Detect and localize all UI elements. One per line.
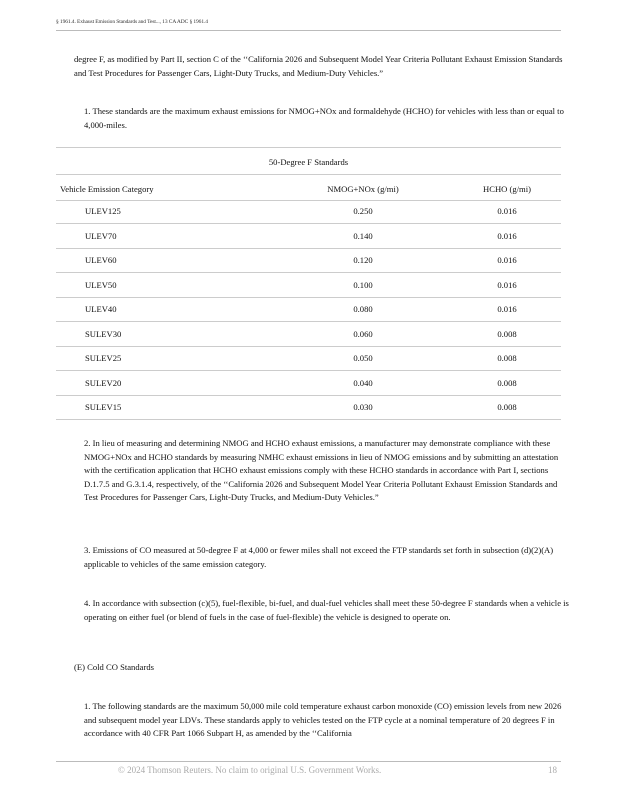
- table-row: [56, 206, 561, 230]
- cell-hcho: 0.016: [497, 206, 517, 216]
- row-divider: [56, 272, 561, 273]
- cell-hcho: 0.008: [497, 377, 517, 388]
- table-row: [56, 280, 561, 304]
- cell-nmog-nox: 0.080: [353, 304, 373, 314]
- cell-category: ULEV60: [85, 255, 117, 265]
- table-row: [56, 304, 561, 328]
- section-heading-cold-co: (E) Cold CO Standards: [74, 662, 154, 672]
- cell-category: SULEV25: [85, 353, 122, 363]
- running-head: § 1961.4. Exhaust Emission Standards and Test..., 13 CA ADC § 1961.4: [56, 19, 208, 25]
- column-header-hcho: HCHO (g/mi): [483, 184, 531, 194]
- cell-hcho: 0.008: [497, 328, 517, 339]
- cell-nmog-nox: 0.140: [353, 230, 373, 241]
- cell-nmog-nox: 0.100: [353, 279, 373, 290]
- table-top-rule: [56, 147, 561, 148]
- row-divider: [56, 297, 561, 298]
- row-divider: [56, 370, 561, 371]
- paragraph-4: 4. In accordance with subsection (c)(5), fuel-flexible, bi-fuel, and dual-fuel vehicles shall meet these 50-degree F standards when a vehicle is operating on either fuel (or blend of fuels in the case of fuel-flexible) the vehicle is designed to operate on.: [84, 598, 569, 622]
- cell-nmog-nox: 0.050: [353, 353, 373, 363]
- cell-category: SULEV15: [85, 402, 122, 412]
- table-title-rule: [56, 174, 561, 175]
- cell-hcho: 0.016: [497, 304, 517, 314]
- cell-nmog-nox: 0.040: [353, 377, 373, 388]
- row-divider: [56, 248, 561, 249]
- paragraph-1: 1. These standards are the maximum exhaust emissions for NMOG+NOx and formaldehyde (HCHO) for vehicles with less than or equal to 4,000-miles.: [84, 106, 564, 130]
- cell-nmog-nox: 0.250: [353, 206, 373, 216]
- row-divider: [56, 395, 561, 396]
- cell-category: ULEV40: [85, 304, 117, 314]
- copyright-notice: © 2024 Thomson Reuters. No claim to original U.S. Government Works.: [118, 765, 382, 775]
- table-row: [56, 353, 561, 377]
- table-header-rule: [56, 200, 561, 201]
- header-divider: [56, 30, 561, 31]
- paragraph-5: 1. The following standards are the maximum 50,000 mile cold temperature exhaust carbon monoxide (CO) emission levels from new 2026 and subsequent model year LDVs. These standards apply to vehicles tested on the FTP cycle at a nominal temperature of 20 degrees F in accordance with 40 CFR Part 1066 Subpart H, as amended by the ‘‘California: [84, 701, 562, 738]
- table-row: [56, 402, 561, 426]
- cell-category: ULEV50: [85, 279, 117, 290]
- paragraph-3: 3. Emissions of CO measured at 50-degree F at 4,000 or fewer miles shall not exceed the FTP standards set forth in subsection (d)(2)(A) applicable to vehicles of the same emission category.: [84, 545, 554, 569]
- cell-hcho: 0.016: [497, 255, 517, 265]
- cell-hcho: 0.016: [497, 230, 517, 241]
- cell-category: ULEV70: [85, 230, 117, 241]
- table-row: [56, 255, 561, 279]
- cell-category: SULEV30: [85, 328, 122, 339]
- row-divider: [56, 419, 561, 420]
- cell-hcho: 0.008: [497, 402, 517, 412]
- cell-category: ULEV125: [85, 206, 121, 216]
- cell-nmog-nox: 0.120: [353, 255, 373, 265]
- table-row: [56, 378, 561, 402]
- intro-paragraph: degree F, as modified by Part II, section C of the ‘‘California 2026 and Subsequent Model Year Criteria Pollutant Exhaust Emission Standards and Test Procedures for Passenger Cars, Light-Duty Trucks, and Medium-Duty Vehicles.”: [74, 54, 563, 78]
- page-number: 18: [548, 765, 557, 775]
- table-row: [56, 231, 561, 255]
- cell-category: SULEV20: [85, 377, 122, 388]
- table-row: [56, 329, 561, 353]
- cell-nmog-nox: 0.030: [353, 402, 373, 412]
- row-divider: [56, 223, 561, 224]
- cell-hcho: 0.016: [497, 279, 517, 290]
- footer-divider: [56, 761, 561, 762]
- row-divider: [56, 321, 561, 322]
- cell-nmog-nox: 0.060: [353, 328, 373, 339]
- column-header-nmog: NMOG+NOx (g/mi): [327, 184, 399, 194]
- column-header-category: Vehicle Emission Category: [60, 184, 154, 194]
- paragraph-2: 2. In lieu of measuring and determining NMOG and HCHO exhaust emissions, a manufacturer may demonstrate compliance with these NMOG+NOx and HCHO standards by measuring NMHC exhaust emissions in lieu of NMOG emissions and by submitting an attestation with the certification application that HCHO exhaust emissions comply with these HCHO standards in accordance with Part I, sections D.1.7.5 and G.3.1.4, respectively, of the ‘‘California 2026 and Subsequent Model Year Criteria Pollutant Exhaust Emission Standards and Test Procedures for Passenger Cars, Light-Duty Trucks, and Medium-Duty Vehicles.”: [84, 438, 559, 502]
- row-divider: [56, 346, 561, 347]
- table-title: 50-Degree F Standards: [268, 157, 349, 167]
- cell-hcho: 0.008: [497, 353, 517, 363]
